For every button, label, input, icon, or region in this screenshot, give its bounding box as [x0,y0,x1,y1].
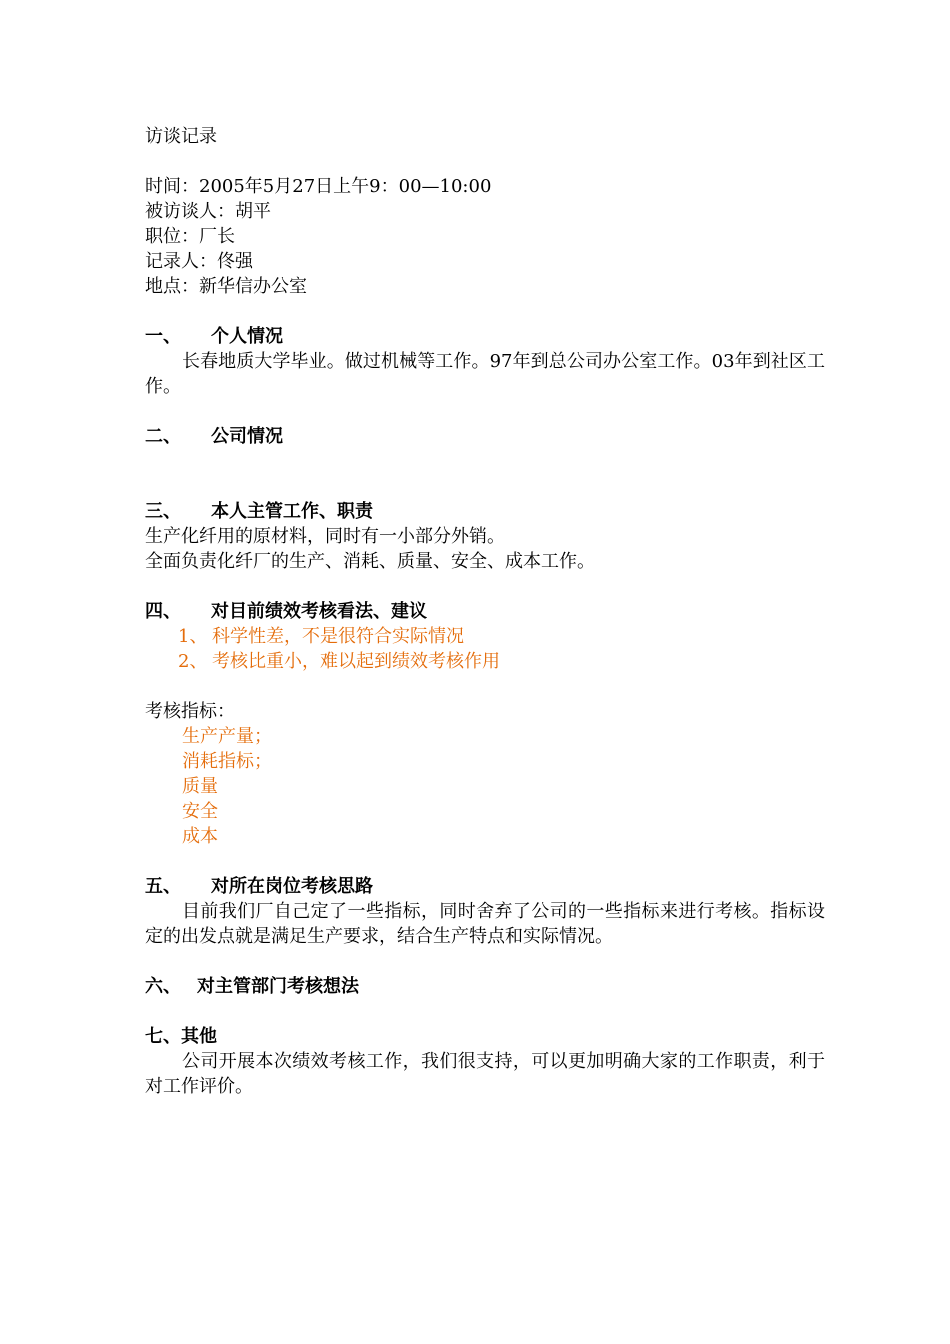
section-3-title: 本人主管工作、职责 [211,501,373,522]
indicator-item: 消耗指标； [182,751,272,772]
meta-recorder [145,249,825,274]
spacer [145,949,825,974]
section-5-body: 目前我们厂自己定了一些指标，同时舍弃了公司的一些指标来进行考核。指标设定的出发点就是满足生产要求，结合生产特点和实际情况。 [145,901,825,947]
meta-position-label: 职位： [145,226,199,247]
section-3-number: 三、 [145,501,181,522]
section-6-heading [145,974,825,999]
section-6-number: 六、 [145,976,181,997]
spacer [145,449,825,474]
section-3-line-2: 全面负责化纤厂的生产、消耗、质量、安全、成本工作。 [145,551,595,572]
item-text: 考核比重小，难以起到绩效考核作用 [212,651,500,672]
section-2-heading [145,424,825,449]
indicator-item: 生产产量； [182,726,272,747]
section-7-title: 其他 [181,1026,217,1047]
meta-position-value: 厂长 [199,226,235,247]
section-4-heading [145,599,825,624]
section-4-item-2 [145,649,825,674]
spacer [145,674,825,699]
indicator-item: 质量 [182,776,218,797]
meta-time-value: 2005年5月27日上午9：00—10:00 [199,176,492,197]
document-title: 访谈记录 [145,126,217,147]
meta-time [145,174,825,199]
section-2-title: 公司情况 [211,426,283,447]
section-3-line-1: 生产化纤用的原材料，同时有一小部分外销。 [145,526,505,547]
section-1-heading [145,324,825,349]
item-number: 1、 [178,626,208,647]
meta-location-label: 地点： [145,276,199,297]
meta-recorder-label: 记录人： [145,251,217,272]
meta-position [145,224,825,249]
spacer [145,149,825,174]
section-1-title: 个人情况 [211,326,283,347]
section-7-heading [145,1024,825,1049]
section-3-heading [145,499,825,524]
indicator-item: 成本 [182,826,218,847]
document-page [145,124,825,1099]
section-6-title: 对主管部门考核想法 [197,976,359,997]
indicator-item: 安全 [182,801,218,822]
section-4-number: 四、 [145,601,181,622]
meta-interviewee-label: 被访谈人： [145,201,235,222]
meta-location [145,274,825,299]
section-4-title: 对目前绩效考核看法、建议 [211,601,427,622]
section-2-number: 二、 [145,426,181,447]
indicators-label: 考核指标： [145,701,235,722]
section-5-number: 五、 [145,876,181,897]
spacer [145,574,825,599]
spacer [145,474,825,499]
section-7-body: 公司开展本次绩效考核工作，我们很支持，可以更加明确大家的工作职责，利于对工作评价。 [145,1051,825,1097]
meta-interviewee [145,199,825,224]
spacer [145,849,825,874]
section-7-number: 七、 [145,1026,181,1047]
spacer [145,999,825,1024]
section-1-number: 一、 [145,326,181,347]
spacer [145,399,825,424]
meta-recorder-value: 佟强 [217,251,253,272]
section-5-heading [145,874,825,899]
meta-time-label: 时间： [145,176,199,197]
item-text: 科学性差，不是很符合实际情况 [212,626,464,647]
spacer [145,299,825,324]
section-4-item-1 [145,624,825,649]
item-number: 2、 [178,651,208,672]
section-5-title: 对所在岗位考核思路 [211,876,373,897]
meta-location-value: 新华信办公室 [199,276,307,297]
meta-interviewee-value: 胡平 [235,201,271,222]
section-1-body: 长春地质大学毕业。做过机械等工作。97年到总公司办公室工作。03年到社区工作。 [145,351,825,397]
